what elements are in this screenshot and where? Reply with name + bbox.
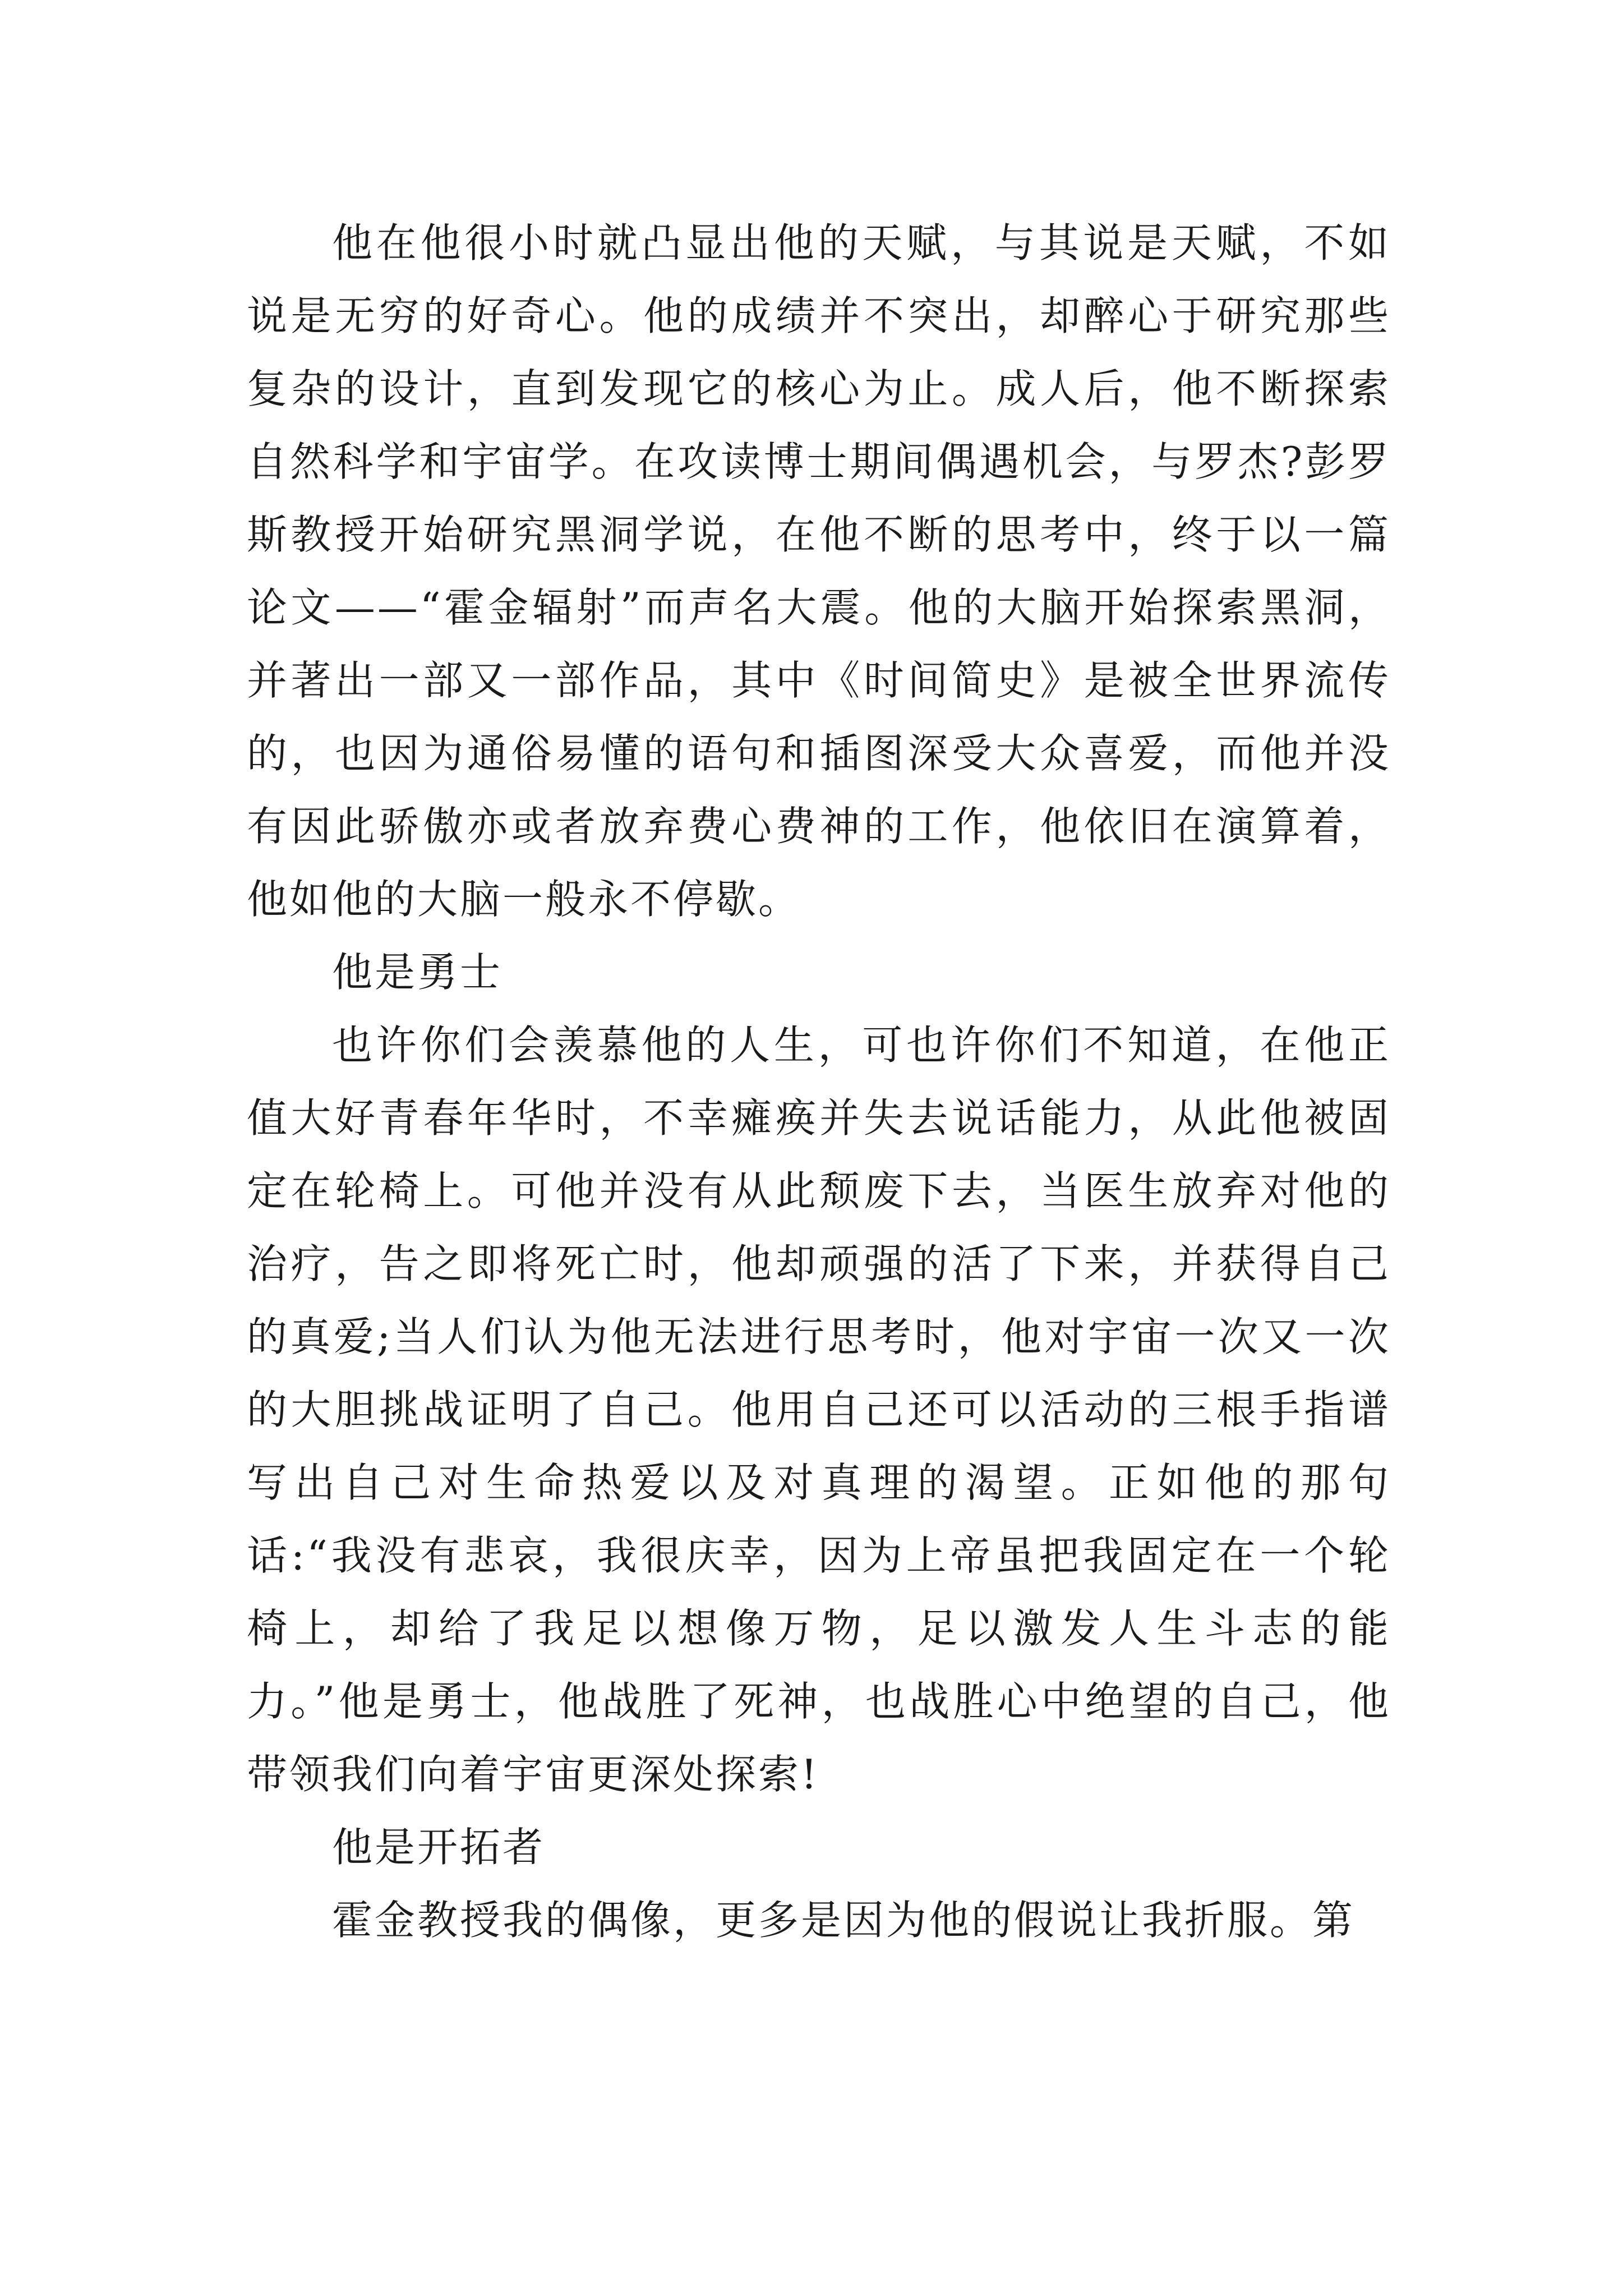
heading-warrior: 他是勇士 <box>332 949 503 996</box>
paragraph-warrior: 也许你们会羡慕他的人生，可也许你们不知道，在他正值大好青春年华时，不幸瘫痪并失去说话能力，从此他被固定在轮椅上。可他并没有从此颓废下去，当医生放弃对他的治疗，告之即将死亡时，他却顽强的活了下来，并获得自己的真爱;当人们认为他无法进行思考时，他对宇宙一次又一次的大胆挑战证明了自己。他用自己还可以活动的三根手指谱写出自己对生命热爱以及对真理的渴望。正如他的那句话:“我没有悲哀，我很庆幸，因为上帝虽把我固定在一个轮椅上，却给了我足以想像万物，足以激发人生斗志的能力。”他是勇士，他战胜了死神，也战胜心中绝望的自己，他带领我们向着宇宙更深处探索! <box>247 1022 1391 1798</box>
heading-pioneer: 他是开拓者 <box>332 1824 546 1871</box>
document-body <box>247 206 1391 1957</box>
paragraph-genius: 他在他很小时就凸显出他的天赋，与其说是天赋，不如说是无穷的好奇心。他的成绩并不突出，却醉心于研究那些复杂的设计，直到发现它的核心为止。成人后，他不断探索自然科学和宇宙学。在攻读博士期间偶遇机会，与罗杰?彭罗斯教授开始研究黑洞学说，在他不断的思考中，终于以一篇论文——“霍金辐射”而声名大震。他的大脑开始探索黑洞，并著出一部又一部作品，其中《时间简史》是被全世界流传的，也因为通俗易懂的语句和插图深受大众喜爱，而他并没有因此骄傲亦或者放弃费心费神的工作，他依旧在演算着，他如他的大脑一般永不停歇。 <box>247 219 1391 923</box>
paragraph-pioneer: 霍金教授我的偶像，更多是因为他的假说让我折服。第 <box>332 1897 1355 1944</box>
